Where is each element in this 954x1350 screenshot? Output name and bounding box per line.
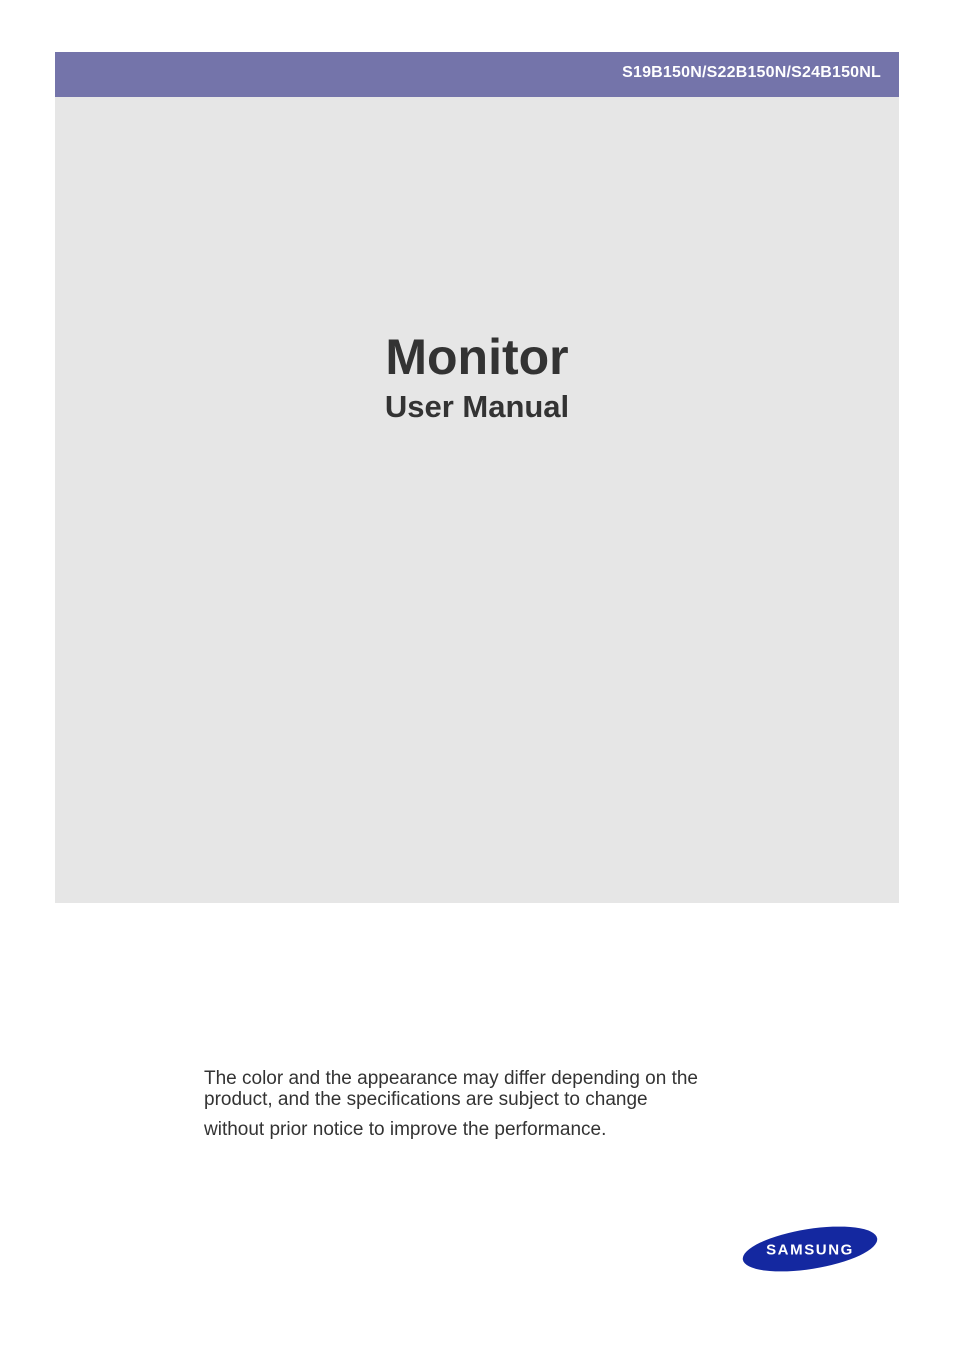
disclaimer-line: product, and the specifications are subject to change <box>204 1089 648 1110</box>
document-title: Monitor <box>385 329 569 385</box>
model-numbers: S19B150N/S22B150N/S24B150NL <box>622 64 881 81</box>
logo-wordmark: SAMSUNG <box>766 1241 854 1259</box>
model-bar <box>55 52 899 97</box>
disclaimer-notice <box>204 1068 804 1141</box>
document-subtitle: User Manual <box>384 389 570 424</box>
cover-panel <box>55 52 899 903</box>
samsung-logo-icon <box>740 1225 880 1273</box>
disclaimer-line: without prior notice to improve the performance. <box>204 1119 607 1140</box>
disclaimer-line: The color and the appearance may differ depending on the <box>204 1068 698 1089</box>
